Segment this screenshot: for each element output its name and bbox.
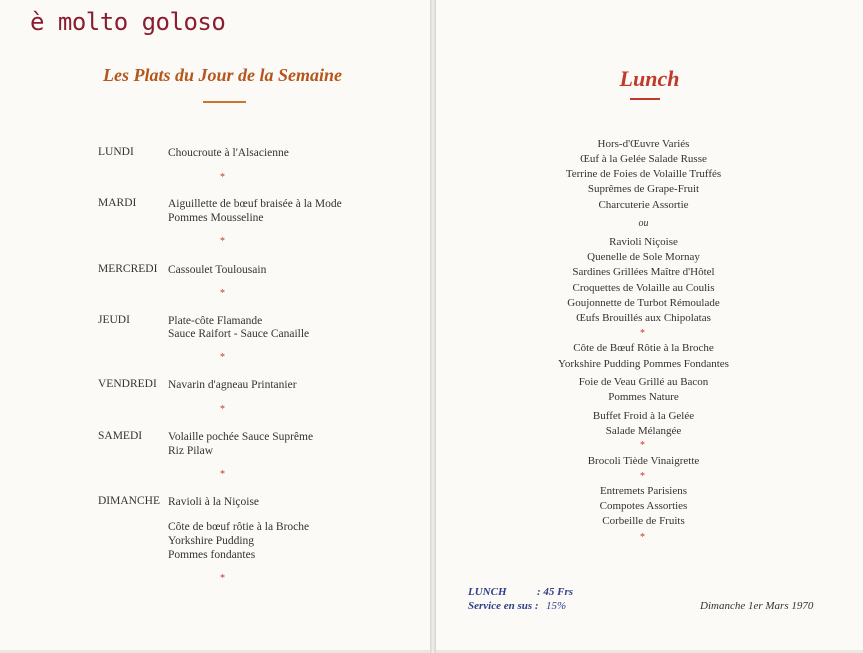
menu-item: Entremets Parisiens [599, 485, 688, 497]
menu-item: Suprêmes de Grape-Fruit [587, 183, 700, 195]
menu-item: Pommes Nature [608, 391, 679, 403]
lunch-label: LUNCH [468, 586, 507, 598]
service-label: Service en sus : [468, 600, 539, 612]
separator-star: * [640, 328, 645, 339]
separator-star: * [220, 404, 225, 415]
menu-item: Yorkshire Pudding Pommes Fondantes [558, 358, 729, 370]
dish-line: Pommes Mousseline [168, 212, 264, 224]
menu-item: Quenelle de Sole Mornay [587, 251, 700, 263]
dish-line: Ravioli à la Niçoise [168, 496, 260, 508]
menu-item: Salade Mélangée [605, 425, 682, 437]
separator-star: * [640, 440, 645, 451]
dish-line: Yorkshire Pudding [168, 535, 255, 547]
menu-item: Ravioli Niçoise [609, 236, 678, 248]
day-label: VENDREDI [98, 378, 157, 390]
menu-date: Dimanche 1er Mars 1970 [700, 600, 814, 612]
menu-item: Compotes Assorties [599, 500, 688, 512]
page-fold [430, 0, 436, 653]
day-label: LUNDI [98, 146, 134, 158]
day-label: JEUDI [98, 314, 130, 326]
menu-item: Charcuterie Assortie [598, 199, 689, 211]
menu-item: Foie de Veau Grillé au Bacon [578, 376, 709, 388]
dish-line: Choucroute à l'Alsacienne [168, 147, 289, 159]
separator-star: * [640, 471, 645, 482]
weekly-dishes-title: Les Plats du Jour de la Semaine [102, 65, 342, 85]
dish-line: Pommes fondantes [168, 549, 256, 561]
menu-item: Hors-d'Œuvre Variés [597, 138, 690, 150]
service-value: 15% [546, 600, 567, 612]
dish-line: Plate-côte Flamande [168, 315, 263, 327]
day-label: MARDI [98, 197, 137, 209]
separator-star: * [220, 469, 225, 480]
day-label: DIMANCHE [98, 495, 160, 507]
menu-item: Sardines Grillées Maître d'Hôtel [572, 266, 715, 278]
menu-item: Buffet Froid à la Gelée [592, 410, 695, 422]
separator-star: * [220, 352, 225, 363]
title-divider [203, 101, 246, 103]
separator-star: * [640, 532, 645, 543]
menu-item: Œuf à la Gelée Salade Russe [580, 153, 707, 165]
lunch-title: Lunch [619, 66, 680, 91]
dish-line: Aiguillette de bœuf braisée à la Mode [168, 198, 342, 210]
separator-star: * [220, 236, 225, 247]
menu-item: Croquettes de Volaille au Coulis [572, 282, 715, 294]
day-label: SAMEDI [98, 430, 143, 442]
menu-item: Corbeille de Fruits [602, 515, 685, 527]
menu-item: Goujonnette de Turbot Rémoulade [567, 297, 720, 309]
lunch-price: : 45 Frs [537, 586, 574, 598]
day-label: MERCREDI [98, 263, 158, 275]
dish-line: Côte de bœuf rôtie à la Broche [168, 521, 310, 533]
separator-star: * [220, 288, 225, 299]
separator-star: * [220, 172, 225, 183]
dish-line: Navarin d'agneau Printanier [168, 379, 297, 391]
dish-line: Sauce Raifort - Sauce Canaille [168, 328, 310, 340]
menu-item: Œufs Brouillés aux Chipolatas [576, 312, 711, 324]
dish-line: Cassoulet Toulousain [168, 264, 267, 276]
separator-star: * [220, 573, 225, 584]
dish-line: Riz Pilaw [168, 445, 214, 457]
lunch-divider [630, 98, 660, 100]
or-label: ou [638, 218, 649, 229]
menu-item: Terrine de Foies de Volaille Truffés [565, 168, 722, 180]
menu-item: Côte de Bœuf Rôtie à la Broche [573, 342, 714, 354]
dish-line: Volaille pochée Sauce Suprême [168, 431, 314, 443]
watermark: è molto goloso [30, 8, 226, 36]
menu-item: Brocoli Tiède Vinaigrette [587, 455, 700, 467]
